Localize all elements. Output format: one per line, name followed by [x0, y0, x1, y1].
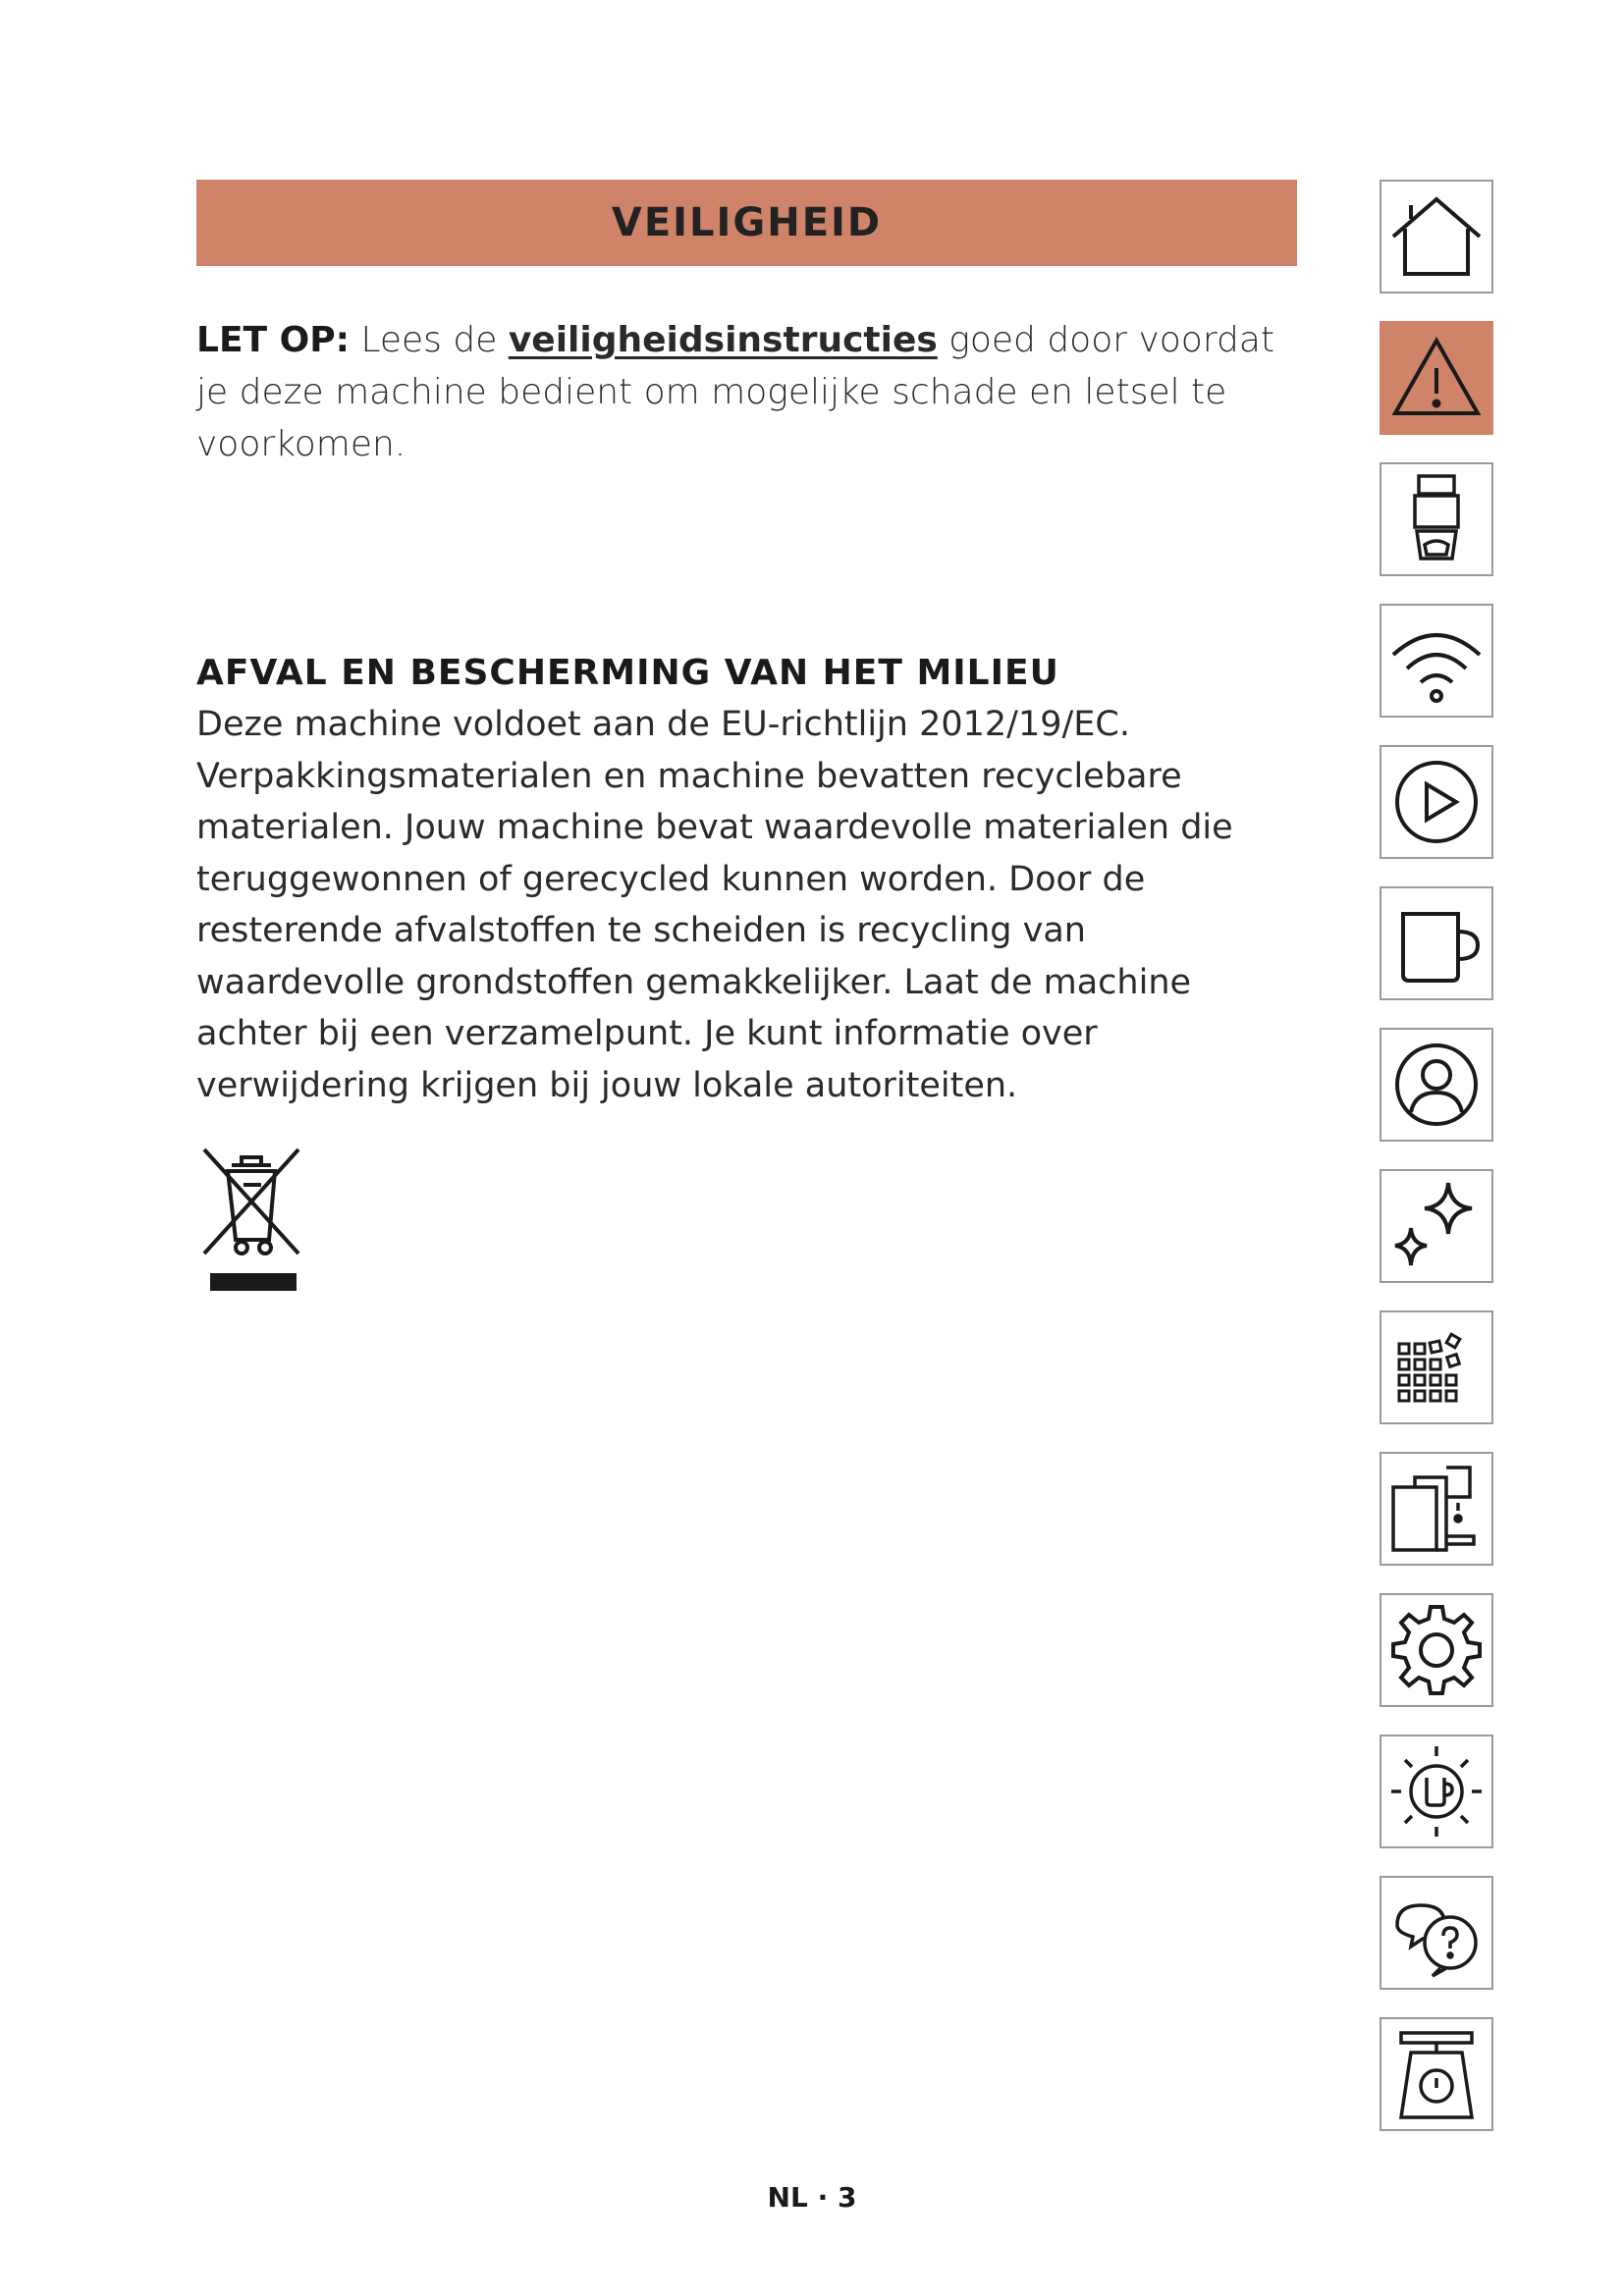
- cup-icon: [1385, 892, 1488, 994]
- nav-tile-descaling[interactable]: [1380, 1452, 1493, 1566]
- nav-tile-cleaning[interactable]: [1380, 1169, 1493, 1283]
- play-icon: [1385, 751, 1488, 853]
- nav-tile-recipes[interactable]: [1380, 886, 1493, 1000]
- scale-icon: [1385, 2023, 1488, 2125]
- nav-tile-energy-saving[interactable]: [1380, 1735, 1493, 1848]
- nav-tile-home[interactable]: [1380, 180, 1493, 294]
- nav-tile-faq[interactable]: [1380, 1876, 1493, 1990]
- safety-instructions-link[interactable]: veiligheidsinstructies: [508, 320, 938, 360]
- section-title: AFVAL EN BESCHERMING VAN HET MILIEU: [196, 653, 1059, 693]
- faq-chat-icon: [1385, 1882, 1488, 1984]
- settings-gear-icon: [1385, 1599, 1488, 1701]
- nav-tile-settings[interactable]: [1380, 1593, 1493, 1707]
- nav-tile-connectivity[interactable]: [1380, 604, 1493, 718]
- safety-notice: [196, 314, 1286, 470]
- nav-tile-account[interactable]: [1380, 1028, 1493, 1142]
- user-icon: [1385, 1034, 1488, 1136]
- descaling-icon: [1385, 1458, 1488, 1560]
- section-header-bar: [196, 180, 1297, 266]
- home-icon: [1385, 186, 1488, 288]
- wifi-icon: [1385, 610, 1488, 712]
- section-body: Deze machine voldoet aan de EU-richtlijn 2012/19/EC. Verpakkingsmaterialen en machine bevatten recyclebare materialen. Jouw machine bevat waardevolle materialen die teruggewonnen of gerecycled kunnen worden. Door de resterende afvalstoffen te scheiden is recycling van waardevolle grondstoffen gemakkelijker. Laat de machine achter bij een verzamelpunt. Je kunt informatie over verwijdering krijgen bij jouw lokale autoriteiten.: [196, 705, 1233, 1105]
- sparkle-icon: [1385, 1175, 1488, 1277]
- machine-icon: [1385, 468, 1488, 570]
- notice-text-before: Lees de: [350, 320, 509, 360]
- page-number: NL · 3: [767, 2181, 857, 2214]
- nav-tile-machine[interactable]: [1380, 462, 1493, 576]
- nav-tile-getting-started[interactable]: [1380, 745, 1493, 859]
- page-title: VEILIGHEID: [611, 200, 883, 245]
- energy-saving-icon: [1385, 1740, 1488, 1842]
- nav-tile-scale[interactable]: [1380, 2017, 1493, 2131]
- capsules-grid-icon: [1385, 1316, 1488, 1418]
- nav-tile-capsules[interactable]: [1380, 1310, 1493, 1424]
- warning-icon: [1385, 327, 1488, 429]
- notice-text-after: goed door voordat je deze machine bedient om mogelijke schade en letsel te voorkomen.: [196, 320, 1275, 464]
- notice-label: LET OP:: [196, 320, 351, 360]
- nav-tile-safety[interactable]: [1380, 321, 1493, 435]
- crossed-out-wheelie-bin-icon: [196, 1144, 306, 1293]
